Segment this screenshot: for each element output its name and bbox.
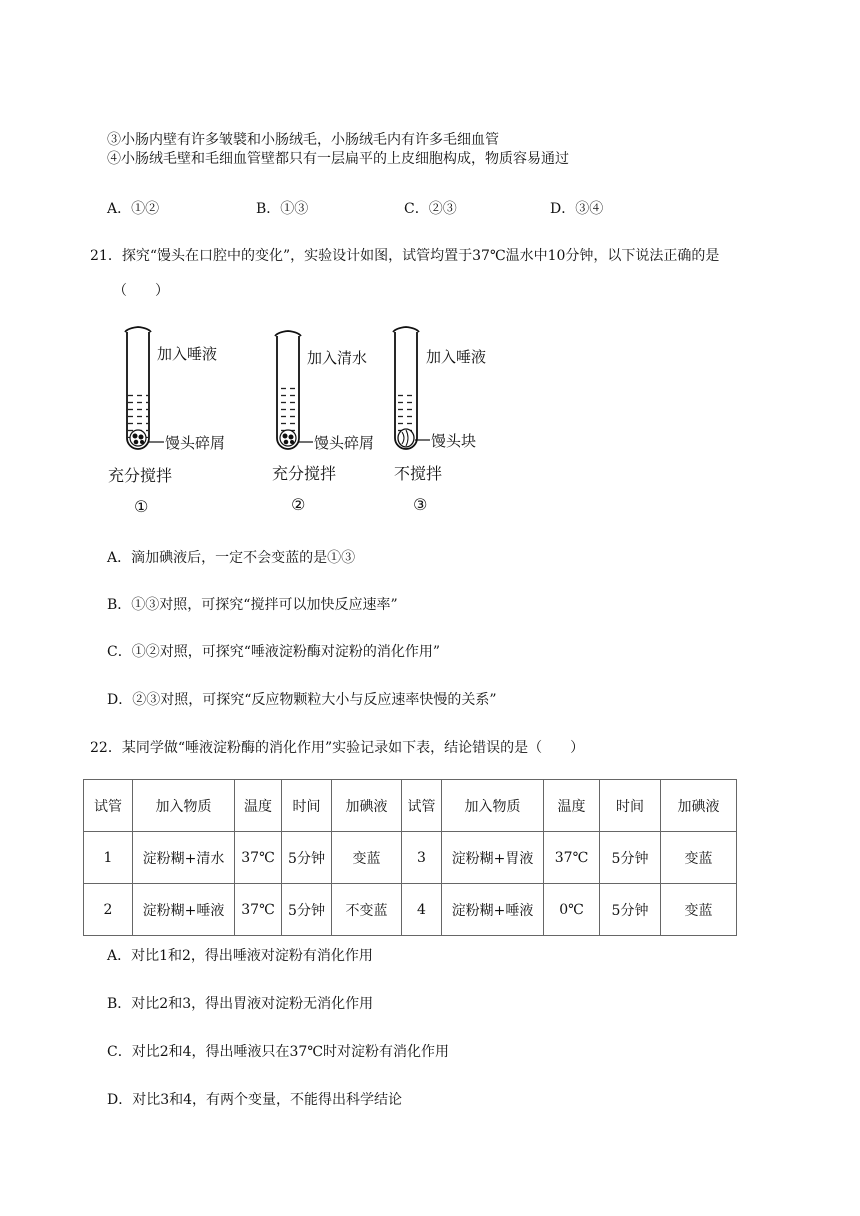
table-cell: 变蓝 <box>332 832 402 884</box>
table-cell: 37℃ <box>235 832 282 884</box>
table-cell: 不变蓝 <box>332 884 402 936</box>
table-cell: 37℃ <box>235 884 282 936</box>
table-header-cell: 加入物质 <box>442 780 544 832</box>
q21-option-a: A．滴加碘液后，一定不会变蓝的是①③ <box>107 550 356 566</box>
q22-option-d: D．对比3和4，有两个变量，不能得出科学结论 <box>107 1092 403 1108</box>
table-cell: 5分钟 <box>600 884 661 936</box>
table-cell: 2 <box>84 884 133 936</box>
table-header-cell: 温度 <box>235 780 282 832</box>
tube-2-content-label: 馒头碎屑 <box>314 434 375 452</box>
q20-statement-4: ④小肠绒毛壁和毛细血管壁都只有一层扁平的上皮细胞构成，物质容易通过 <box>107 151 569 167</box>
table-cell: 淀粉糊+清水 <box>133 832 235 884</box>
table-cell: 淀粉糊+胃液 <box>442 832 544 884</box>
tube-3-add-label: 加入唾液 <box>426 348 487 366</box>
q20-statement-3: ③小肠内壁有许多皱襞和小肠绒毛，小肠绒毛内有许多毛细血管 <box>107 132 499 148</box>
table-header-cell: 试管 <box>402 780 442 832</box>
table-cell: 1 <box>84 832 133 884</box>
q22-option-b: B．对比2和3，得出胃液对淀粉无消化作用 <box>107 996 374 1012</box>
table-row <box>84 884 737 936</box>
q20-options <box>107 198 707 220</box>
tube-1-action-label: 充分搅拌 <box>108 466 173 485</box>
q21-option-c: C．①②对照，可探究“唾液淀粉酶对淀粉的消化作用” <box>107 644 441 660</box>
q20-option-d: D．③④ <box>550 201 604 217</box>
table-header-cell: 时间 <box>600 780 661 832</box>
q20-option-a: A．①② <box>107 201 160 217</box>
table-cell: 0℃ <box>544 884 600 936</box>
tube-2-action-label: 充分搅拌 <box>272 464 337 483</box>
table-cell: 4 <box>402 884 442 936</box>
table-header-cell: 加碘液 <box>661 780 737 832</box>
experiment-table <box>83 779 737 936</box>
table-cell: 5分钟 <box>282 832 332 884</box>
q22-option-c: C．对比2和4，得出唾液只在37℃时对淀粉有消化作用 <box>107 1044 450 1060</box>
tube-3-action-label: 不搅拌 <box>394 464 443 483</box>
table-header-cell: 温度 <box>544 780 600 832</box>
table-cell: 变蓝 <box>661 884 737 936</box>
test-tube-figure <box>100 322 520 522</box>
table-header-cell: 加碘液 <box>332 780 402 832</box>
tube-2-add-label: 加入清水 <box>307 349 368 367</box>
q22-option-a: A．对比1和2，得出唾液对淀粉有消化作用 <box>107 948 373 964</box>
q20-option-c: C．②③ <box>404 201 457 217</box>
table-cell: 3 <box>402 832 442 884</box>
q21-option-b: B．①③对照，可探究“搅拌可以加快反应速率” <box>107 597 398 613</box>
q21-stem-tail: （ ） <box>113 283 169 299</box>
q21-stem: 21．探究“馒头在口腔中的变化”，实验设计如图，试管均置于37℃温水中10分钟，以下说法正确的是 <box>90 248 720 264</box>
table-cell: 5分钟 <box>282 884 332 936</box>
tube-1-number: ① <box>134 497 149 516</box>
tube-2-number: ② <box>291 495 306 514</box>
table-header-cell: 时间 <box>282 780 332 832</box>
q21-option-d: D．②③对照，可探究“反应物颗粒大小与反应速率快慢的关系” <box>107 692 497 708</box>
tube-1-add-label: 加入唾液 <box>157 345 218 363</box>
table-header-row <box>84 780 737 832</box>
table-header-cell: 试管 <box>84 780 133 832</box>
table-cell: 5分钟 <box>600 832 661 884</box>
table-cell: 淀粉糊+唾液 <box>442 884 544 936</box>
test-tube-3 <box>393 327 430 449</box>
table-header-cell: 加入物质 <box>133 780 235 832</box>
q22-stem: 22．某同学做“唾液淀粉酶的消化作用”实验记录如下表，结论错误的是（ ） <box>90 740 585 756</box>
table-cell: 变蓝 <box>661 832 737 884</box>
tube-3-content-label: 馒头块 <box>431 432 477 450</box>
q20-option-b: B．①③ <box>256 201 309 217</box>
tube-3-number: ③ <box>413 495 428 514</box>
table-cell: 淀粉糊+唾液 <box>133 884 235 936</box>
table-row <box>84 832 737 884</box>
tube-1-content-label: 馒头碎屑 <box>165 434 226 452</box>
table-cell: 37℃ <box>544 832 600 884</box>
